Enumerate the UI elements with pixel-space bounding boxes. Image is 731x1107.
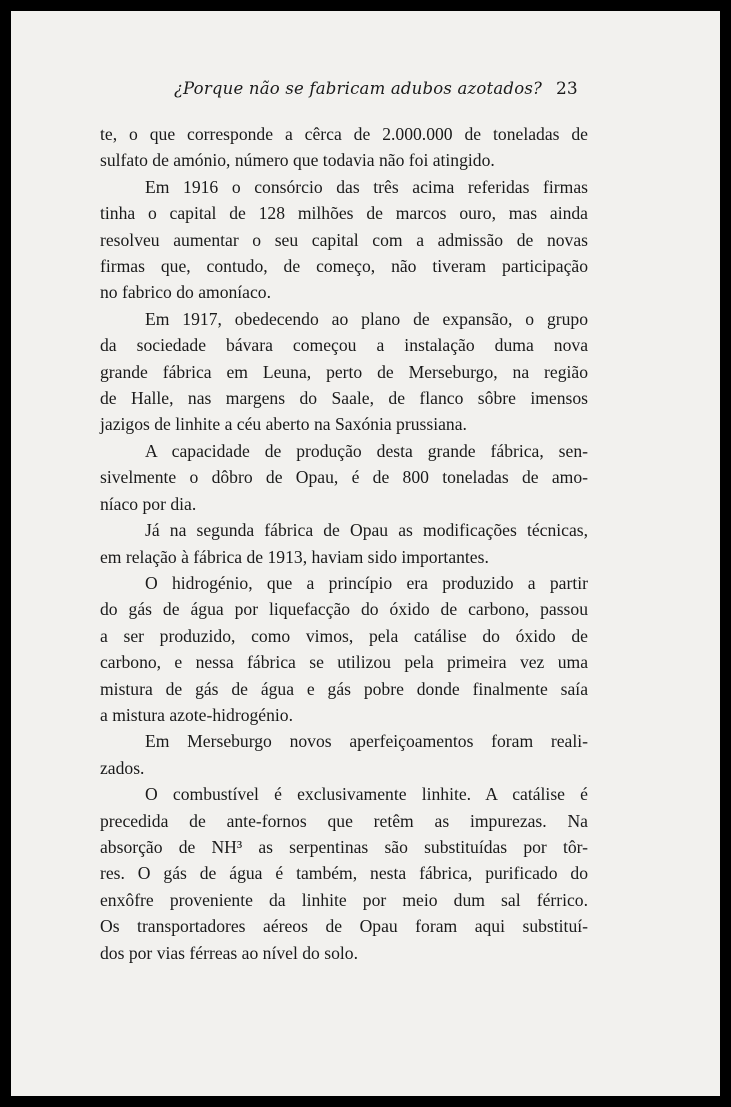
paragraph: [100, 306, 588, 438]
text-line: zados.: [100, 757, 145, 778]
text-line: carbono, e nessa fábrica se utilizou pela primeira vez uma: [100, 652, 588, 673]
page-number: 23: [556, 79, 578, 99]
text-line: níaco por dia.: [100, 493, 197, 514]
text-line: firmas que, contudo, de começo, não tiveram participação: [100, 256, 588, 277]
text-line: do gás de água por liquefacção do óxido de carbono, passou: [100, 599, 588, 620]
text-line: O combustível é exclusivamente linhite. A catálise é: [145, 784, 588, 805]
text-line: Em 1917, obedecendo ao plano de expansão, o grupo: [145, 308, 588, 329]
text-line: te, o que corresponde a cêrca de 2.000.000 de toneladas de: [100, 124, 588, 144]
paragraph: [100, 517, 588, 570]
text-line: precedida de ante-fornos que retêm as impurezas. Na: [100, 810, 588, 831]
text-line: Em 1916 o consórcio das três acima referidas firmas: [145, 176, 588, 197]
text-line: Em Merseburgo novos aperfeiçoamentos foram reali-: [145, 731, 588, 752]
text-line: sulfato de amónio, número que todavia não foi atingido.: [100, 150, 495, 171]
page-header: [11, 79, 720, 109]
text-line: a ser produzido, como vimos, pela catálise do óxido de: [100, 625, 588, 646]
text-line: resolveu aumentar o seu capital com a admissão de novas: [100, 229, 588, 250]
text-line: grande fábrica em Leuna, perto de Merseburgo, na região: [100, 361, 588, 382]
text-line: em relação à fábrica de 1913, haviam sido importantes.: [100, 546, 489, 567]
text-line: jazigos de linhite a céu aberto na Saxónia prussiana.: [100, 414, 467, 435]
paragraph: [100, 121, 588, 174]
text-line: a mistura azote-hidrogénio.: [100, 704, 293, 725]
text-line: absorção de NH³ as serpentinas são substituídas por tôr-: [100, 836, 588, 857]
text-line: enxôfre proveniente da linhite por meio dum sal férrico.: [100, 889, 588, 910]
paragraph: [100, 781, 588, 966]
text-line: de Halle, nas margens do Saale, de flanco sôbre imensos: [100, 388, 588, 409]
text-line: res. O gás de água é também, nesta fábrica, purificado do: [100, 863, 588, 884]
body-text: [100, 121, 588, 966]
text-line: O hidrogénio, que a princípio era produzido a partir: [145, 572, 588, 593]
text-line: Os transportadores aéreos de Opau foram aqui substituí-: [100, 916, 588, 937]
text-line: da sociedade bávara começou a instalação duma nova: [100, 335, 588, 356]
text-line: no fabrico do amoníaco.: [100, 282, 271, 303]
paragraph: [100, 728, 588, 781]
paragraph: [100, 438, 588, 517]
paragraph: [100, 570, 588, 728]
paragraph: [100, 174, 588, 306]
text-line: Já na segunda fábrica de Opau as modificações técnicas,: [145, 520, 588, 541]
text-line: dos por vias férreas ao nível do solo.: [100, 942, 358, 963]
running-head: ¿Porque não se fabricam adubos azotados?: [174, 79, 543, 98]
text-line: tinha o capital de 128 milhões de marcos ouro, mas ainda: [100, 203, 588, 224]
text-line: A capacidade de produção desta grande fábrica, sen-: [145, 440, 588, 461]
text-line: sivelmente o dôbro de Opau, é de 800 toneladas de amo-: [100, 467, 588, 488]
text-line: mistura de gás de água e gás pobre donde finalmente saía: [100, 678, 588, 699]
book-page: [11, 11, 720, 1096]
